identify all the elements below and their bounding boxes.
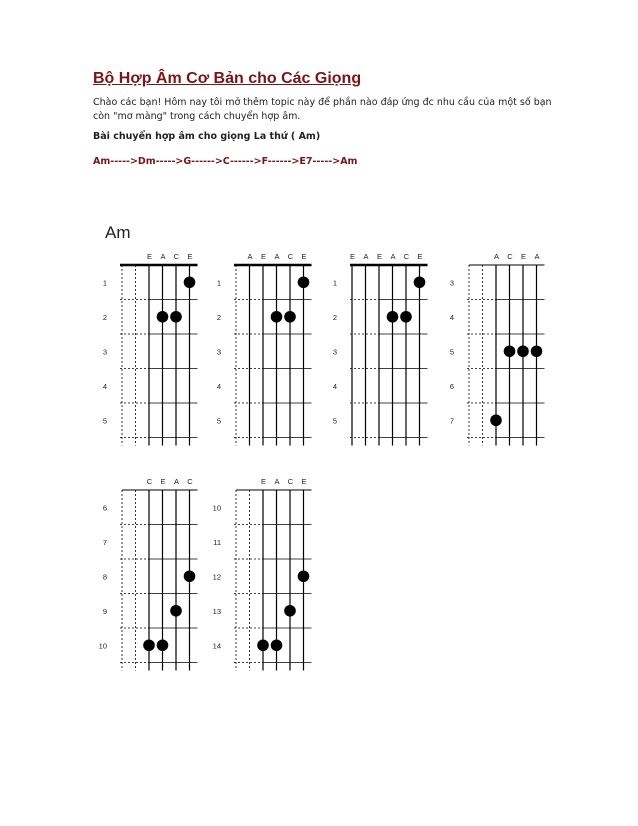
finger-dot [387, 311, 399, 323]
fret-number: 13 [212, 606, 221, 616]
string-label: E [160, 477, 166, 486]
finger-dot [271, 639, 283, 651]
string-label: A [493, 252, 500, 261]
fret-number: 1 [102, 278, 107, 288]
string-label: C [173, 252, 180, 261]
fret-number: 3 [332, 347, 337, 357]
string-label: E [301, 477, 307, 486]
fret-number: 4 [216, 381, 221, 391]
fret-number: 2 [102, 312, 107, 322]
string-label: C [403, 252, 410, 261]
string-label: A [274, 252, 280, 261]
finger-dot [170, 311, 182, 323]
finger-dot [414, 276, 426, 288]
string-label: A [160, 252, 166, 261]
string-label: C [287, 477, 294, 486]
string-label: A [247, 252, 253, 261]
finger-dot [504, 345, 516, 357]
string-label: E [260, 252, 267, 261]
chart-heading: Am [105, 223, 131, 242]
string-label: E [187, 252, 193, 261]
fret-number: 5 [449, 347, 454, 357]
fret-number: 7 [449, 416, 454, 426]
string-label: E [146, 252, 153, 261]
chord-chart-4 [450, 252, 545, 446]
finger-dot [284, 605, 296, 617]
fret-number: 3 [102, 347, 107, 357]
finger-dot [400, 311, 412, 323]
finger-dot [298, 570, 310, 582]
fret-number: 14 [212, 641, 221, 651]
fret-number: 9 [102, 606, 107, 616]
chord-chart-6 [213, 477, 312, 671]
chord-chart-5 [99, 477, 198, 671]
finger-dot [170, 605, 182, 617]
fret-number: 7 [102, 537, 107, 547]
fret-number: 2 [332, 312, 337, 322]
string-label: E [376, 252, 383, 261]
fret-number: 11 [213, 537, 221, 547]
finger-dot [257, 639, 269, 651]
page-title: Bộ Hợp Âm Cơ Bản cho Các Giọng [93, 70, 362, 87]
string-label: E [349, 252, 356, 261]
fret-number: 2 [216, 312, 221, 322]
fret-number: 12 [212, 572, 221, 582]
fret-number: 1 [216, 278, 221, 288]
fret-number: 5 [102, 416, 107, 426]
finger-dot [157, 311, 169, 323]
fret-number: 4 [332, 381, 337, 391]
string-label: C [187, 477, 193, 486]
fret-number: 6 [102, 503, 107, 513]
string-label: E [260, 477, 267, 486]
intro-text: Chào các bạn! Hôm nay tôi mở thêm topic này để phần nào đáp ứng đc nhu cầu của một số bạn còn "mơ màng" trong cách chuyển hợp âm. [93, 97, 552, 122]
fret-number: 4 [449, 312, 454, 322]
fret-number: 10 [212, 503, 221, 513]
string-label: E [417, 252, 423, 261]
finger-dot [271, 311, 283, 323]
finger-dot [184, 570, 196, 582]
fret-number: 5 [332, 416, 337, 426]
chord-progression: Am----->Dm----->G------>C------>F------>E7----->Am [93, 156, 358, 167]
string-label: E [520, 252, 527, 261]
finger-dot [284, 311, 296, 323]
fret-number: 3 [216, 347, 221, 357]
finger-dot [531, 345, 543, 357]
string-label: A [390, 252, 396, 261]
string-label: A [534, 252, 540, 261]
chord-chart-3 [333, 252, 428, 446]
chord-chart-2 [217, 252, 312, 446]
fret-number: 4 [102, 381, 107, 391]
fret-number: 8 [102, 572, 107, 582]
fret-number: 5 [216, 416, 221, 426]
string-label: E [301, 252, 307, 261]
fret-number: 1 [332, 278, 337, 288]
finger-dot [517, 345, 529, 357]
chord-chart-1 [103, 252, 198, 446]
string-label: A [274, 477, 280, 486]
finger-dot [298, 276, 310, 288]
fret-number: 10 [98, 641, 107, 651]
finger-dot [143, 639, 155, 651]
string-label: C [507, 252, 513, 261]
finger-dot [184, 276, 196, 288]
string-label: C [287, 252, 294, 261]
string-label: C [146, 477, 153, 486]
finger-dot [490, 414, 502, 426]
finger-dot [157, 639, 169, 651]
fret-number: 6 [449, 381, 454, 391]
fret-number: 3 [449, 278, 454, 288]
section-subtitle: Bài chuyển hợp âm cho giọng La thứ ( Am) [93, 131, 321, 142]
string-label: A [173, 477, 180, 486]
string-label: A [363, 252, 369, 261]
